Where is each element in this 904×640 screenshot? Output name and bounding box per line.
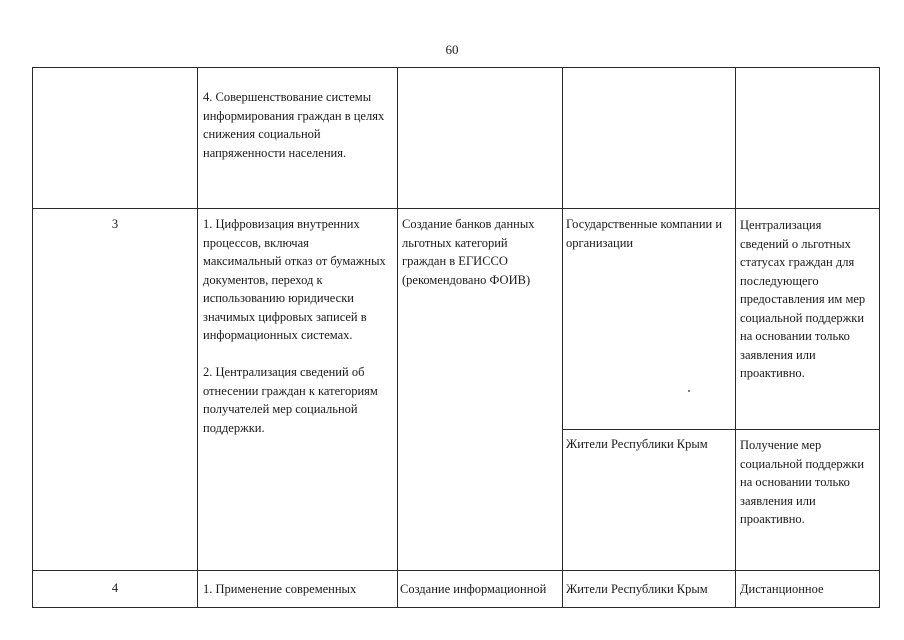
table-rule-col xyxy=(197,67,198,608)
subject-cell: Государственные компании и организации xyxy=(566,217,723,250)
result-cell: Создание банков данных льготных категорий граждан в ЕГИССО (рекомендовано ФОИВ) xyxy=(402,217,535,287)
effect-cell: Получение мер социальной поддержки на основании только заявления или проактивно. xyxy=(740,438,865,526)
row-number-cell: 3 xyxy=(111,217,119,231)
table-rule-subrow-divider xyxy=(562,429,880,430)
page-number: 60 xyxy=(445,42,459,57)
table-rule-row-divider xyxy=(32,570,880,571)
effect-cell: Централизация сведений о льготных статусах граждан для последующего предоставления им мер социальной поддержки на основании только заявления или проактивно. xyxy=(740,218,866,380)
subject-cell: Жители Республики Крым xyxy=(566,582,708,596)
table-rule-bottom xyxy=(32,607,880,608)
row-number-cell: 4 xyxy=(111,581,119,595)
measures-cell: 1. Применение современных xyxy=(203,582,357,596)
measures-cell: 1. Цифровизация внутренних процессов, включая максимальный отказ от бумажных документов, переход к использованию юридически значимых цифровых записей в информационных системах. 2. Централизация сведений об отнесении граждан к категориям получателей мер социальной поддержки. xyxy=(203,217,386,435)
subject-cell: Жители Республики Крым xyxy=(566,437,708,451)
table-rule-col xyxy=(397,67,398,608)
table-rule-col xyxy=(735,67,736,608)
effect-cell: Дистанционное xyxy=(740,582,824,596)
table-rule-col xyxy=(32,67,33,608)
table-rule-col xyxy=(879,67,880,608)
table-rule-col xyxy=(562,67,563,608)
result-cell: Создание информационной xyxy=(400,582,547,596)
scan-speck xyxy=(688,390,690,392)
table-rule-top xyxy=(32,67,880,68)
measures-cell: 4. Совершенствование системы информирования граждан в целях снижения социальной напряженности населения. xyxy=(203,90,385,160)
table-rule-row-divider xyxy=(32,208,880,209)
